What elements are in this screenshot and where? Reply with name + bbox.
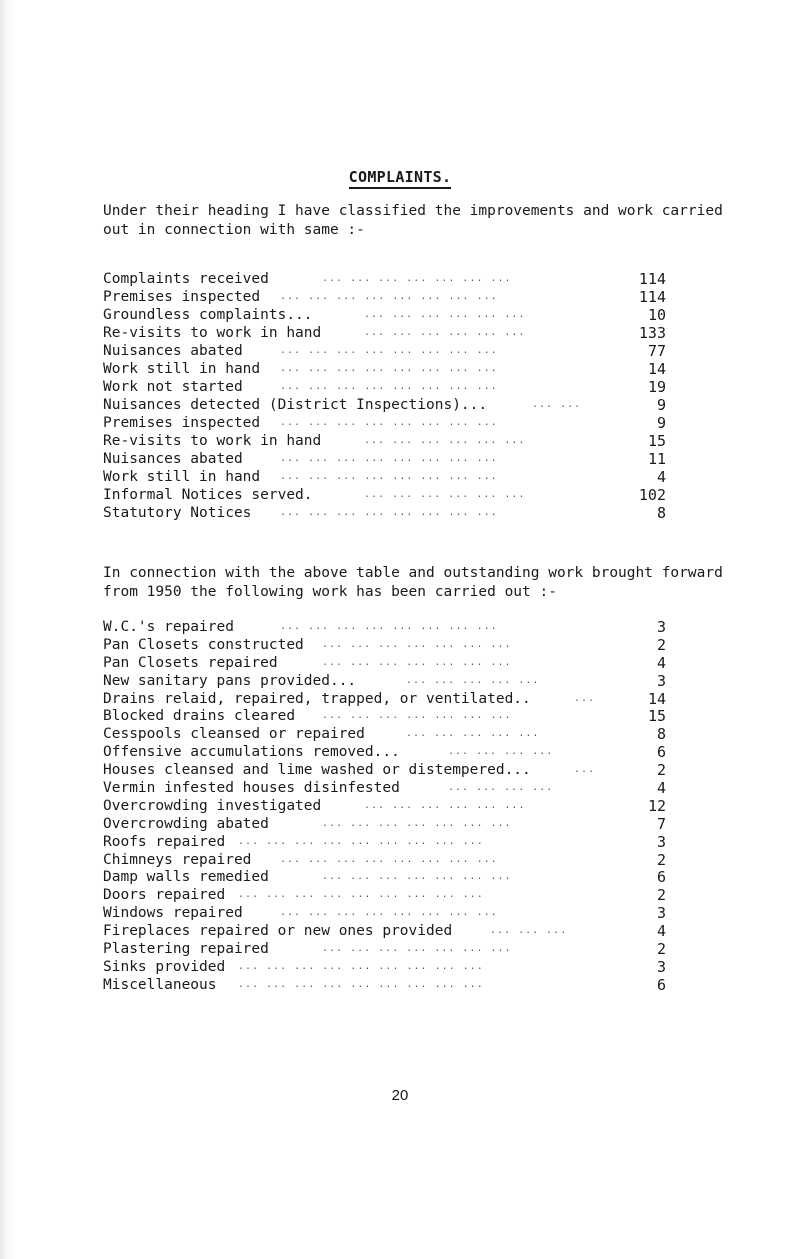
dot-leader: ... ... ... ... ... ... xyxy=(364,327,526,338)
row-label: Groundless complaints... xyxy=(103,307,313,323)
row-value: 9 xyxy=(656,396,666,414)
dot-leader: ... ... ... ... ... ... ... ... xyxy=(280,453,498,464)
row-value: 11 xyxy=(647,450,666,468)
work-carried-out-table xyxy=(103,618,666,994)
dot-leader: ... xyxy=(574,692,596,704)
table-row xyxy=(103,654,666,672)
dot-leader: ... ... ... ... ... ... ... ... xyxy=(280,417,498,428)
table-row xyxy=(103,636,666,654)
complaints-table xyxy=(103,270,666,522)
dot-leader: ... ... ... ... ... ... ... ... xyxy=(280,853,498,865)
dot-leader: ... ... ... ... ... ... ... xyxy=(322,871,512,883)
dot-leader: ... ... ... ... ... ... xyxy=(364,435,526,446)
table-row xyxy=(103,761,666,779)
row-value: 2 xyxy=(656,635,666,654)
row-label: Re-visits to work in hand xyxy=(103,433,322,449)
dot-leader: ... ... ... ... ... ... ... ... xyxy=(280,621,498,632)
row-label: Informal Notices served. xyxy=(103,487,313,503)
table-row xyxy=(103,468,666,486)
table-row xyxy=(103,886,666,904)
dot-leader: ... ... ... ... ... ... ... ... ... xyxy=(238,978,484,990)
row-value: 114 xyxy=(638,270,666,288)
row-value: 15 xyxy=(647,432,666,450)
table-row xyxy=(103,779,666,797)
table-row xyxy=(103,958,666,976)
row-label: Damp walls remedied xyxy=(103,869,269,886)
dot-leader: ... ... ... ... ... ... ... ... ... xyxy=(238,835,484,847)
row-value: 4 xyxy=(656,468,666,486)
row-label: Pan Closets repaired xyxy=(103,654,278,671)
dot-leader: ... ... ... ... ... ... ... xyxy=(322,710,512,722)
row-value: 2 xyxy=(656,761,666,780)
row-label: Fireplaces repaired or new ones provided xyxy=(103,923,453,940)
table-row xyxy=(103,690,666,708)
table-row xyxy=(103,743,666,761)
row-label: Statutory Notices xyxy=(103,505,252,521)
dot-leader: ... ... ... ... ... xyxy=(406,674,540,686)
table-row xyxy=(103,922,666,940)
row-value: 12 xyxy=(647,796,666,815)
row-value: 8 xyxy=(656,504,666,522)
dot-leader: ... ... ... ... ... ... ... ... ... xyxy=(238,889,484,901)
row-label: Doors repaired xyxy=(103,887,226,904)
dot-leader: ... ... ... ... ... ... ... ... xyxy=(280,291,498,302)
row-label: Miscellaneous xyxy=(103,976,217,993)
page-heading xyxy=(0,168,800,186)
table-row xyxy=(103,396,666,414)
row-label: Vermin infested houses disinfested xyxy=(103,780,400,797)
dot-leader: ... ... ... ... xyxy=(448,746,554,758)
row-value: 2 xyxy=(656,850,666,869)
row-label: Work still in hand xyxy=(103,361,261,377)
table-row xyxy=(103,288,666,306)
table-row xyxy=(103,940,666,958)
row-label: Plastering repaired xyxy=(103,941,269,958)
row-value: 15 xyxy=(647,707,666,726)
row-value: 3 xyxy=(656,671,666,690)
table-row xyxy=(103,414,666,432)
dot-leader: ... ... ... ... ... ... ... ... xyxy=(280,381,498,392)
dot-leader: ... ... ... ... ... ... ... ... xyxy=(280,507,498,518)
dot-leader: ... ... ... ... ... ... ... xyxy=(322,638,512,650)
table-row xyxy=(103,868,666,886)
row-value: 3 xyxy=(656,618,666,636)
row-label: Blocked drains cleared xyxy=(103,708,296,725)
table-row xyxy=(103,672,666,690)
row-label: Drains relaid, repaired, trapped, or ventilated.. xyxy=(103,690,531,707)
row-label: Work still in hand xyxy=(103,469,261,485)
row-value: 6 xyxy=(656,743,666,762)
dot-leader: ... xyxy=(574,764,596,776)
table-row xyxy=(103,306,666,324)
row-value: 7 xyxy=(656,814,666,833)
row-value: 133 xyxy=(638,324,666,342)
row-label: Chimneys repaired xyxy=(103,851,252,868)
row-label: Cesspools cleansed or repaired xyxy=(103,726,365,743)
row-value: 2 xyxy=(656,940,666,959)
table-row xyxy=(103,360,666,378)
dot-leader: ... ... ... ... ... ... ... ... xyxy=(280,907,498,919)
dot-leader: ... ... ... ... ... ... ... ... xyxy=(280,345,498,356)
row-value: 3 xyxy=(656,904,666,923)
row-value: 4 xyxy=(656,922,666,941)
row-value: 114 xyxy=(638,288,666,306)
row-value: 8 xyxy=(656,725,666,744)
row-value: 19 xyxy=(647,378,666,396)
row-label: Offensive accumulations removed... xyxy=(103,744,400,761)
row-label: Overcrowding abated xyxy=(103,815,269,832)
row-label: Premises inspected xyxy=(103,415,261,431)
dot-leader: ... ... ... ... xyxy=(448,782,554,794)
row-label: Windows repaired xyxy=(103,905,243,922)
dot-leader: ... ... ... ... ... ... ... ... ... xyxy=(238,960,484,972)
table-row xyxy=(103,851,666,869)
dot-leader: ... ... ... ... ... xyxy=(406,728,540,740)
row-label: Houses cleansed and lime washed or distempered... xyxy=(103,762,531,779)
row-value: 6 xyxy=(656,975,666,994)
row-value: 6 xyxy=(656,868,666,887)
table-row xyxy=(103,833,666,851)
table-row xyxy=(103,904,666,922)
row-label: Roofs repaired xyxy=(103,833,226,850)
dot-leader: ... ... ... ... ... ... ... xyxy=(322,273,512,284)
table-row xyxy=(103,815,666,833)
row-label: Complaints received xyxy=(103,271,269,287)
row-value: 4 xyxy=(656,653,666,672)
table-row xyxy=(103,707,666,725)
row-label: W.C.'s repaired xyxy=(103,619,234,635)
table-row xyxy=(103,976,666,994)
row-value: 102 xyxy=(638,486,666,504)
page-number: 20 xyxy=(391,1087,409,1104)
table-row xyxy=(103,432,666,450)
row-value: 14 xyxy=(647,689,666,708)
row-label: Work not started xyxy=(103,379,243,395)
table-row xyxy=(103,486,666,504)
table-row xyxy=(103,618,666,636)
table-row xyxy=(103,450,666,468)
intro-paragraph: Under their heading I have classified the improvements and work carried out in connection with same :- xyxy=(103,203,723,238)
table-row xyxy=(103,378,666,396)
row-value: 14 xyxy=(647,360,666,378)
row-label: Nuisances abated xyxy=(103,451,243,467)
row-value: 3 xyxy=(656,832,666,851)
table-row xyxy=(103,324,666,342)
row-label: Overcrowding investigated xyxy=(103,797,322,814)
dot-leader: ... ... xyxy=(532,399,582,410)
row-label: Premises inspected xyxy=(103,289,261,305)
row-label: Re-visits to work in hand xyxy=(103,325,322,341)
row-label: Nuisances detected (District Inspections)... xyxy=(103,397,488,413)
dot-leader: ... ... ... ... ... ... ... xyxy=(322,656,512,668)
heading-text: COMPLAINTS. xyxy=(349,168,452,189)
table-row xyxy=(103,504,666,522)
row-label: Pan Closets constructed xyxy=(103,636,304,653)
table-row xyxy=(103,270,666,288)
row-value: 4 xyxy=(656,779,666,798)
dot-leader: ... ... ... ... ... ... xyxy=(364,489,526,500)
row-label: Nuisances abated xyxy=(103,343,243,359)
row-value: 77 xyxy=(647,342,666,360)
dot-leader: ... ... ... ... ... ... ... xyxy=(322,817,512,829)
connection-paragraph: In connection with the above table and outstanding work brought forward from 1950 the following work has been carried out :- xyxy=(103,565,723,600)
dot-leader: ... ... ... ... ... ... xyxy=(364,309,526,320)
dot-leader: ... ... ... xyxy=(490,925,568,937)
dot-leader: ... ... ... ... ... ... ... ... xyxy=(280,471,498,482)
dot-leader: ... ... ... ... ... ... ... xyxy=(322,943,512,955)
row-value: 3 xyxy=(656,957,666,976)
dot-leader: ... ... ... ... ... ... xyxy=(364,799,526,811)
table-row xyxy=(103,725,666,743)
row-value: 10 xyxy=(647,306,666,324)
table-row xyxy=(103,797,666,815)
row-value: 9 xyxy=(656,414,666,432)
table-row xyxy=(103,342,666,360)
dot-leader: ... ... ... ... ... ... ... ... xyxy=(280,363,498,374)
row-label: Sinks provided xyxy=(103,958,226,975)
row-value: 2 xyxy=(656,886,666,905)
row-label: New sanitary pans provided... xyxy=(103,672,357,689)
